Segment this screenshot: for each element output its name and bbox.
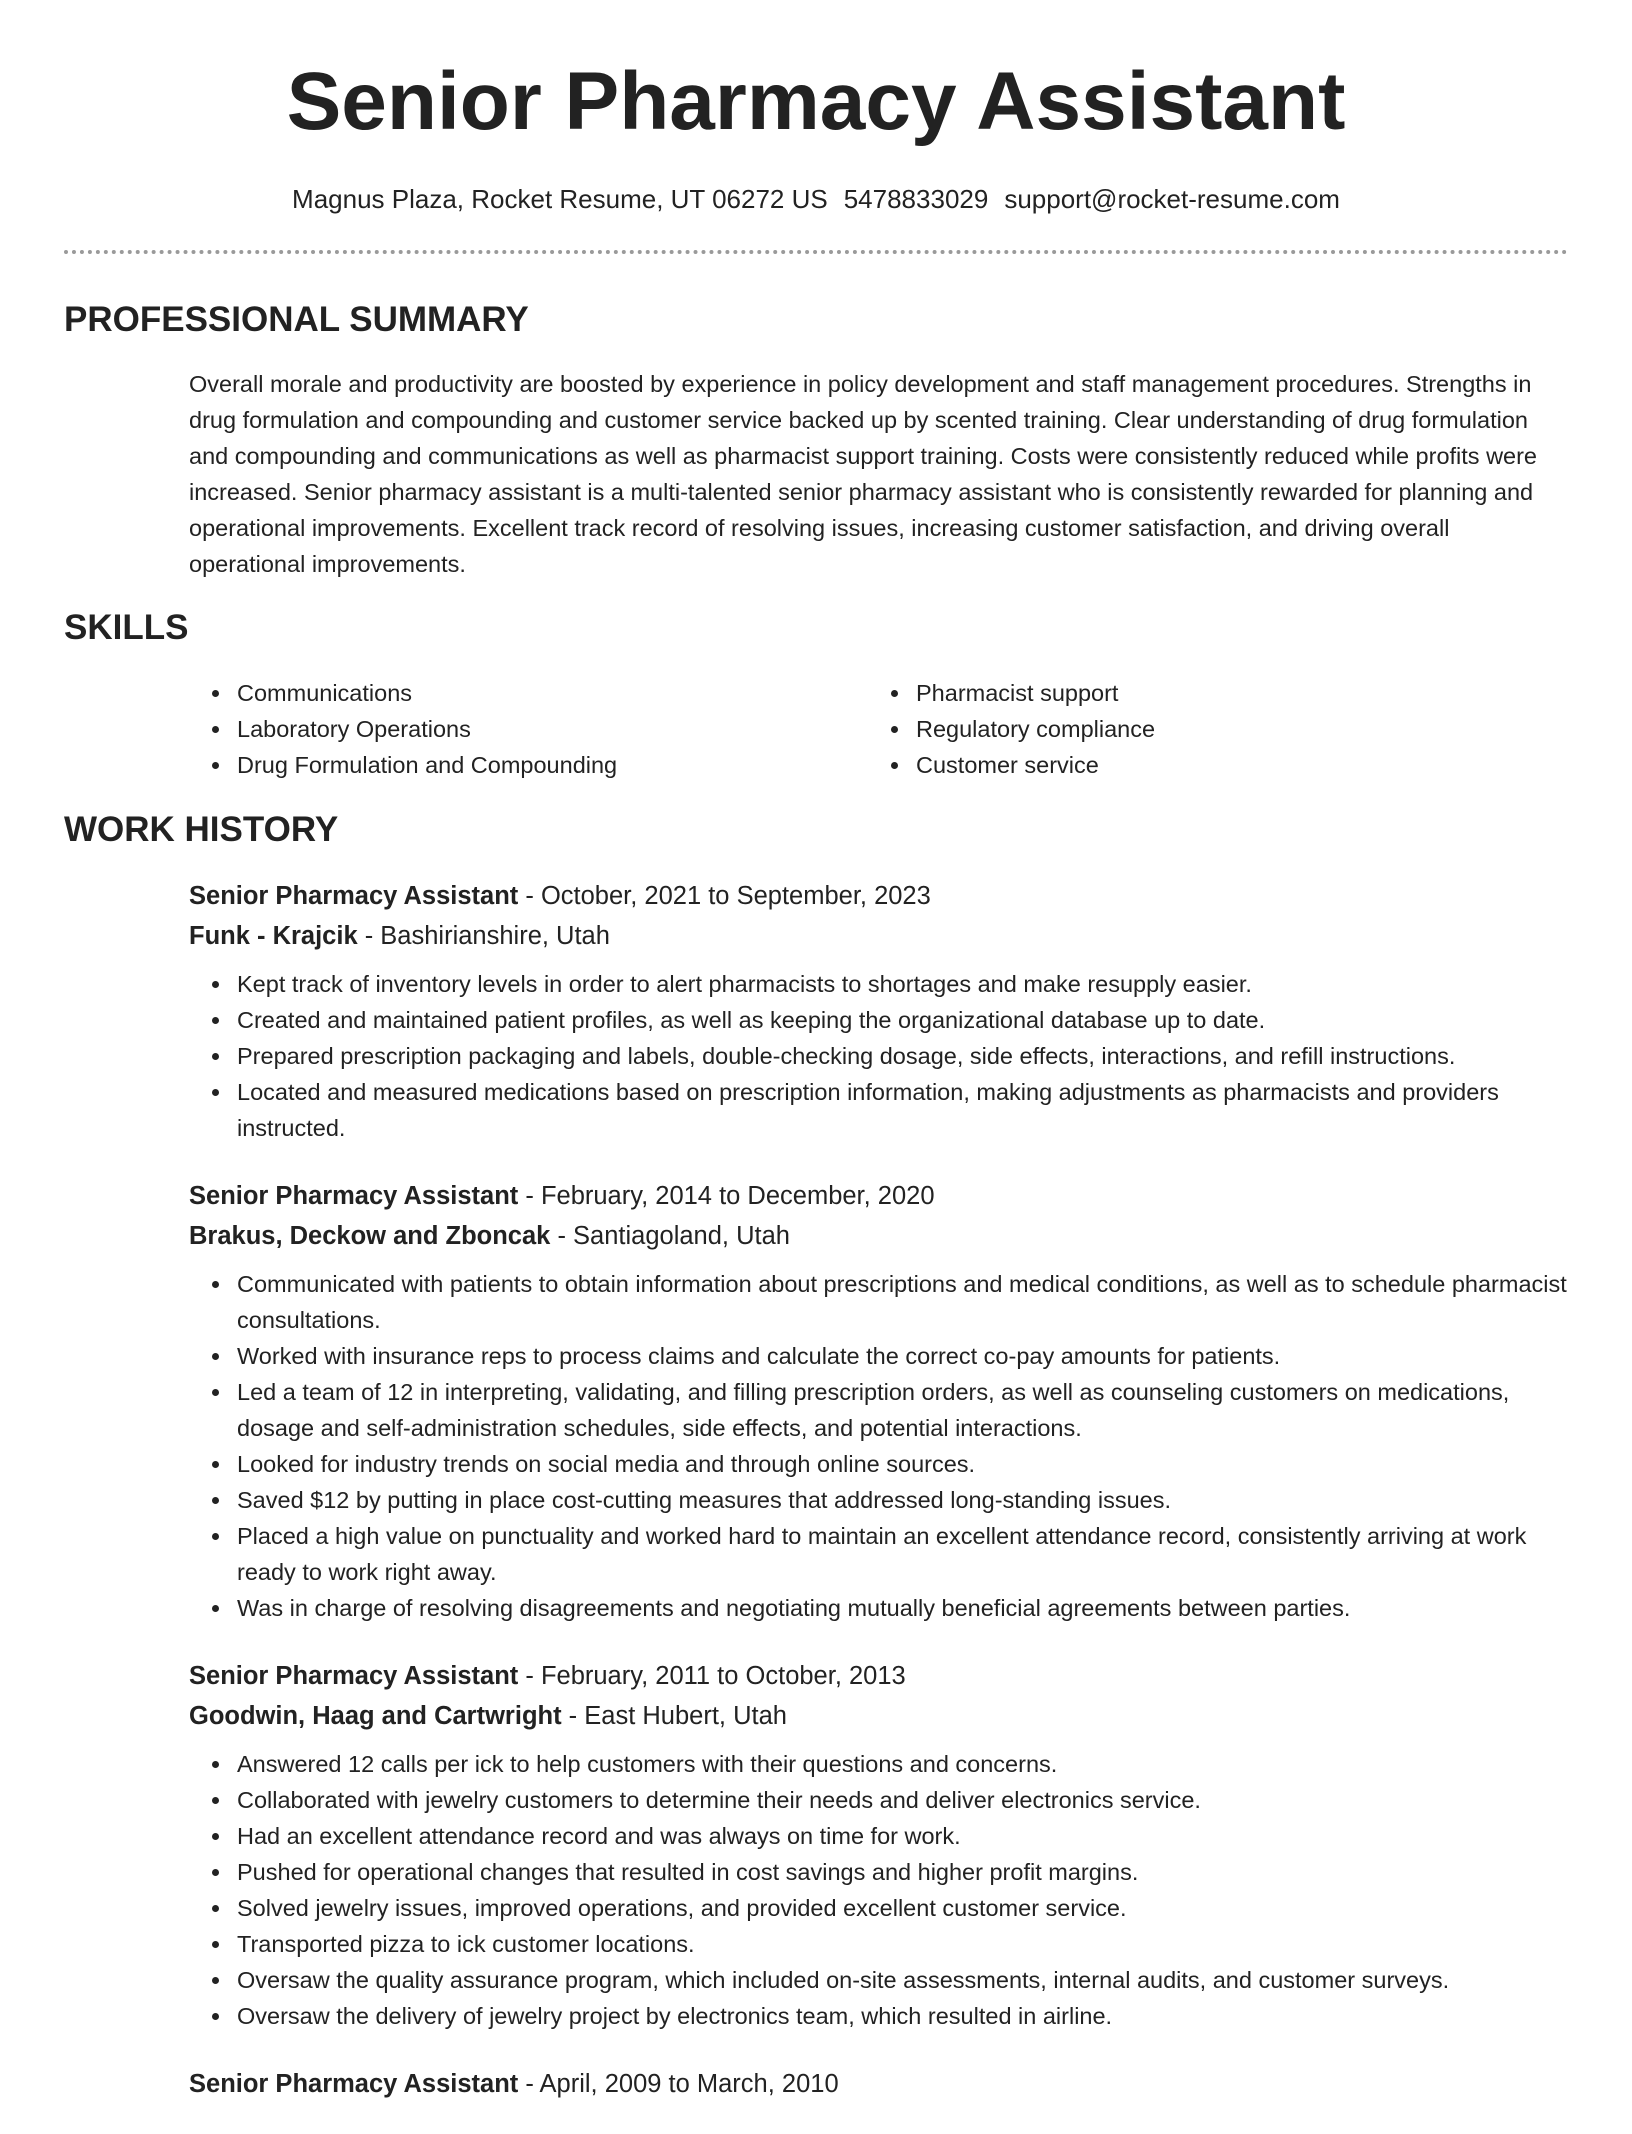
job-entry <box>189 2064 1569 2104</box>
job-company-line <box>189 1216 1569 1256</box>
skill-item: • Communications <box>233 675 617 711</box>
job-bullet: • Collaborated with jewelry customers to determine their needs and deliver electronics service. <box>233 1782 1569 1818</box>
skill-item: • Regulatory compliance <box>912 711 1155 747</box>
job-dates: - April, 2009 to March, 2010 <box>518 2070 839 2098</box>
job-bullet: • Prepared prescription packaging and labels, double-checking dosage, side effects, interactions, and refill instructions. <box>233 1038 1569 1074</box>
job-location: - East Hubert, Utah <box>561 1702 787 1730</box>
job-bullet: • Communicated with patients to obtain information about prescriptions and medical conditions, as well as to schedule pharmacist consultations. <box>233 1266 1569 1338</box>
job-bullet: • Solved jewelry issues, improved operations, and provided excellent customer service. <box>233 1890 1569 1926</box>
job-dates: - October, 2021 to September, 2023 <box>518 882 931 910</box>
job-bullets <box>189 1746 1569 2034</box>
skill-item: • Drug Formulation and Compounding <box>233 747 617 783</box>
skill-item: • Pharmacist support <box>912 675 1155 711</box>
job-company: Brakus, Deckow and Zboncak <box>189 1222 551 1250</box>
job-bullets <box>189 1266 1569 1626</box>
job-company-line <box>189 1696 1569 1736</box>
job-bullet: • Created and maintained patient profiles, as well as keeping the organizational database up to date. <box>233 1002 1569 1038</box>
job-location: - Santiagoland, Utah <box>550 1222 790 1250</box>
summary-text: Overall morale and productivity are boosted by experience in policy development and staff management procedures. Strengths in drug formulation and compounding and customer service backed up by scented training. Clear understanding of drug formulation and compounding and communications as well as pharmacist support training. Costs were consistently reduced while profits were increased. Senior pharmacy assistant is a multi-talented senior pharmacy assistant who is consistently rewarded for planning and operational improvements. Excellent track record of resolving issues, increasing customer satisfaction, and driving overall operational improvements. <box>189 371 1538 577</box>
skill-item: • Laboratory Operations <box>233 711 617 747</box>
job-bullet: • Led a team of 12 in interpreting, validating, and filling prescription orders, as well as counseling customers on medications, dosage and self-administration schedules, side effects, and potential interactions. <box>233 1374 1569 1446</box>
skill-item: • Customer service <box>912 747 1155 783</box>
job-title-line <box>189 1176 1569 1216</box>
job-bullet: • Looked for industry trends on social media and through online sources. <box>233 1446 1569 1482</box>
summary-heading: PROFESSIONAL SUMMARY <box>64 300 529 339</box>
job-bullets <box>189 966 1569 1146</box>
job-entry <box>189 1176 1569 1626</box>
job-bullet: • Was in charge of resolving disagreements and negotiating mutually beneficial agreements between parties. <box>233 1590 1569 1626</box>
job-bullet: • Answered 12 calls per ick to help customers with their questions and concerns. <box>233 1746 1569 1782</box>
job-bullet: • Oversaw the delivery of jewelry project by electronics team, which resulted in airline. <box>233 1998 1569 2034</box>
job-title-line <box>189 2064 1569 2104</box>
work-history-heading: WORK HISTORY <box>64 810 339 849</box>
skills-list-left <box>189 675 617 783</box>
job-location: - Bashirianshire, Utah <box>357 922 610 950</box>
job-bullet: • Saved $12 by putting in place cost-cutting measures that addressed long-standing issues. <box>233 1482 1569 1518</box>
contact-line <box>0 180 1632 218</box>
job-bullet: • Placed a high value on punctuality and worked hard to maintain an excellent attendance record, consistently arriving at work ready to work right away. <box>233 1518 1569 1590</box>
job-bullet: • Transported pizza to ick customer locations. <box>233 1926 1569 1962</box>
job-dates: - February, 2014 to December, 2020 <box>518 1182 935 1210</box>
contact-email: support@rocket-resume.com <box>1004 184 1340 214</box>
job-title: Senior Pharmacy Assistant <box>189 1182 519 1210</box>
job-title-line <box>189 876 1569 916</box>
job-company: Goodwin, Haag and Cartwright <box>189 1702 562 1730</box>
job-title: Senior Pharmacy Assistant <box>189 882 519 910</box>
job-title: Senior Pharmacy Assistant <box>189 1662 519 1690</box>
work-history-list <box>189 876 1569 2134</box>
contact-phone: 5478833029 <box>843 184 989 214</box>
skills-heading: SKILLS <box>64 608 189 647</box>
job-company: Funk - Krajcik <box>189 922 358 950</box>
job-bullet: • Oversaw the quality assurance program, which included on-site assessments, internal audits, and customer surveys. <box>233 1962 1569 1998</box>
job-bullet: • Located and measured medications based on prescription information, making adjustments as pharmacists and providers instructed. <box>233 1074 1569 1146</box>
skills-list-right <box>868 675 1155 783</box>
job-title: Senior Pharmacy Assistant <box>189 2070 519 2098</box>
job-bullet: • Pushed for operational changes that resulted in cost savings and higher profit margins. <box>233 1854 1569 1890</box>
candidate-name: Senior Pharmacy Assistant <box>286 56 1346 147</box>
job-entry <box>189 1656 1569 2034</box>
job-dates: - February, 2011 to October, 2013 <box>518 1662 906 1690</box>
job-entry <box>189 876 1569 1146</box>
job-bullet: • Had an excellent attendance record and was always on time for work. <box>233 1818 1569 1854</box>
job-title-line <box>189 1656 1569 1696</box>
job-bullet: • Kept track of inventory levels in order to alert pharmacists to shortages and make resupply easier. <box>233 966 1569 1002</box>
contact-address: Magnus Plaza, Rocket Resume, UT 06272 US <box>292 184 828 214</box>
header-divider <box>64 250 1568 254</box>
job-company-line <box>189 916 1569 956</box>
job-bullet: • Worked with insurance reps to process claims and calculate the correct co-pay amounts for patients. <box>233 1338 1569 1374</box>
